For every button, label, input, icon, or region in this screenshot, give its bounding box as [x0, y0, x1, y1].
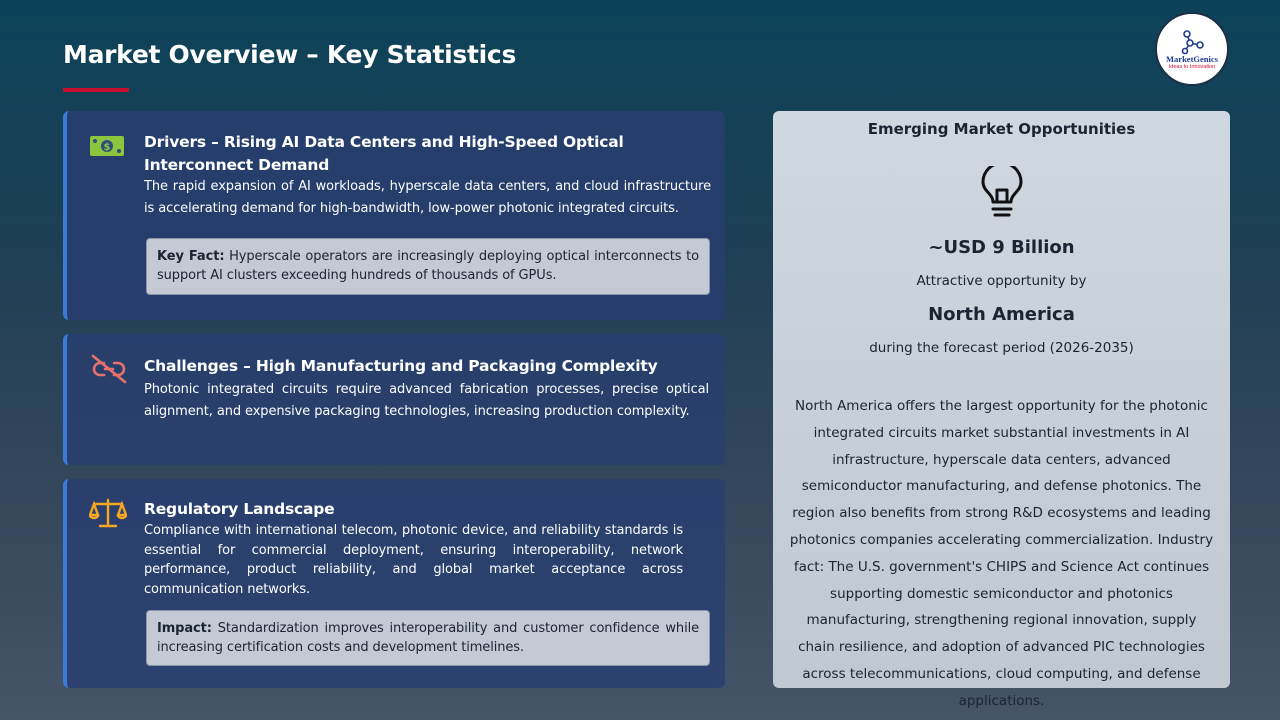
logo-tagline: Ideas to Innovation: [1168, 64, 1216, 70]
logo-name: MarketGenics: [1166, 54, 1218, 64]
regulatory-title: Regulatory Landscape: [144, 500, 335, 518]
drivers-title: Drivers – Rising AI Data Centers and High-Speed Optical Interconnect Demand: [144, 133, 624, 174]
scales-icon: [89, 497, 127, 529]
drivers-card: [63, 111, 725, 320]
challenges-title: Challenges – High Manufacturing and Packaging Complexity: [144, 357, 658, 375]
network-nodes-icon: [1179, 29, 1205, 55]
challenges-description: Photonic integrated circuits require advanced fabrication processes, precise optical alignment, and expensive packaging technologies, increasing production complexity.: [144, 382, 709, 419]
forecast-period: during the forecast period (2026-2035): [869, 340, 1134, 356]
regulatory-description: Compliance with international telecom, photonic device, and reliability standards is essential for commercial deployment, ensuring interoperability, network performance, product reliability, and global market acceptance across communication networks.: [144, 523, 683, 597]
title-underline: [63, 88, 129, 92]
challenges-card: [63, 334, 725, 465]
opportunity-subtext: Attractive opportunity by: [916, 273, 1087, 289]
money-icon: [89, 133, 125, 159]
page-title: Market Overview – Key Statistics: [63, 40, 517, 69]
company-logo: [1155, 12, 1229, 86]
regulatory-card: [63, 479, 725, 688]
key-fact-label: Key Fact:: [157, 249, 225, 264]
impact-text: Standardization improves interoperability and customer confidence while increasing certification costs and development timelines.: [157, 621, 699, 655]
key-fact-text: Hyperscale operators are increasingly deploying optical interconnects to support AI clusters exceeding hundreds of thousands of GPUs.: [157, 249, 699, 283]
opportunity-panel: [773, 111, 1230, 709]
svg-text:$: $: [103, 142, 111, 153]
broken-link-icon: [89, 354, 129, 384]
drivers-description: The rapid expansion of AI workloads, hyperscale data centers, and cloud infrastructure is accelerating demand for high-bandwidth, low-power photonic integrated circuits.: [144, 179, 711, 216]
opportunity-description: North America offers the largest opportunity for the photonic integrated circuits market substantial investments in AI infrastructure, hyperscale data centers, advanced semiconductor manufacturing, and defense photonics. The region also benefits from strong R&D ecosystems and leading photonics companies accelerating commercialization. Industry fact: The U.S. government's CHIPS and Science Act continues supporting domestic semiconductor and photonics manufacturing, strengthening regional innovation, supply chain resilience, and adoption of advanced PIC technologies across telecommunications, cloud computing, and defense applications.: [789, 398, 1214, 709]
opportunity-value: ~USD 9 Billion: [928, 237, 1075, 258]
opportunity-region: North America: [928, 304, 1075, 325]
opportunity-heading: Emerging Market Opportunities: [867, 120, 1136, 138]
lightbulb-icon: [979, 166, 1025, 220]
key-fact-box: [146, 238, 710, 295]
impact-label: Impact:: [157, 621, 212, 636]
impact-box: [146, 610, 710, 666]
